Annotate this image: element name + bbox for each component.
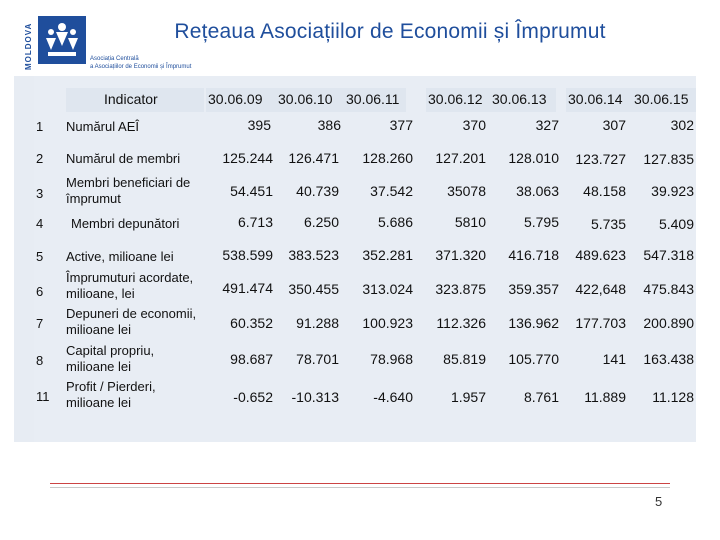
table-cell: 105.770 [508, 351, 559, 367]
table-cell: 100.923 [362, 315, 413, 331]
table-row-label: Numărul de membri [66, 151, 181, 166]
table-cell: 386 [317, 117, 341, 133]
table-cell: 370 [462, 117, 486, 133]
table-cell: 35078 [447, 183, 486, 199]
table-cell: 327 [535, 117, 559, 133]
table-cell: 5.409 [658, 216, 694, 232]
logo-caption-line2: a Asociațiilor de Economii și Împrumut [90, 64, 192, 70]
table-cell: 538.599 [222, 247, 273, 263]
table-row-number: 11 [36, 389, 50, 404]
table-cell: 128.010 [508, 150, 559, 166]
table-row-number: 6 [36, 284, 44, 299]
table-header-indicator: Indicator [104, 91, 158, 107]
table-header-date: 30.06.14 [568, 91, 623, 107]
table-row-label: Membri depunători [71, 216, 180, 231]
page-number: 5 [655, 494, 663, 509]
table-cell: 1.957 [450, 389, 486, 405]
table-cell: 422,648 [575, 281, 626, 297]
table-cell: -4.640 [373, 389, 413, 405]
table-cell: 127.835 [643, 151, 694, 167]
table-cell: 313.024 [362, 281, 413, 297]
footer-divider [50, 483, 670, 484]
table-cell: 352.281 [362, 247, 413, 263]
table-cell: 37.542 [370, 183, 413, 199]
table-cell: 78.968 [370, 351, 413, 367]
table-cell: 547.318 [643, 247, 694, 263]
logo-caption-line1: Asociația Centrală [90, 56, 139, 62]
logo-side-text: MOLDOVA [24, 22, 33, 70]
table-row-label: Profit / Pierderi, milioane lei [66, 379, 156, 410]
table-cell: 127.201 [435, 150, 486, 166]
table-cell: 491.474 [222, 280, 273, 296]
table-cell: 128.260 [362, 150, 413, 166]
table-row-label: Active, milioane lei [66, 249, 174, 264]
table-row-number: 1 [36, 119, 44, 134]
table-row-number-column [14, 76, 34, 442]
table-row-label: Capital propriu, milioane lei [66, 343, 155, 374]
table-cell: 371.320 [435, 247, 486, 263]
table-cell: 395 [247, 117, 271, 133]
logo [22, 16, 192, 70]
table-cell: 377 [389, 117, 413, 133]
table-cell: 91.288 [296, 315, 339, 331]
table-cell: 125.244 [222, 150, 273, 166]
table-cell: 5810 [454, 214, 486, 230]
table-cell: 136.962 [508, 315, 559, 331]
table-cell: 302 [670, 117, 694, 133]
table-cell: 112.326 [436, 315, 486, 331]
table-row-label: Numărul AEÎ [66, 119, 139, 134]
table-cell: 60.352 [230, 315, 273, 331]
table-cell: 141 [602, 351, 626, 367]
table-cell: 48.158 [583, 183, 626, 199]
table-header-date: 30.06.13 [492, 91, 547, 107]
table-header-date: 30.06.15 [634, 91, 689, 107]
table-cell: 40.739 [296, 183, 339, 199]
table-cell: 38.063 [516, 183, 559, 199]
savings-association-emblem-icon [38, 16, 86, 64]
table-row-number: 2 [36, 151, 44, 166]
table-cell: 200.890 [643, 315, 694, 331]
table-cell: 307 [602, 117, 626, 133]
table-cell: 39.923 [651, 183, 694, 199]
table-cell: 383.523 [288, 247, 339, 263]
table-cell: 416.718 [508, 247, 559, 263]
table-header-date: 30.06.10 [278, 91, 333, 107]
table-cell: 359.357 [508, 281, 559, 297]
table-cell: 98.687 [230, 351, 273, 367]
table-row-label: Depuneri de economii, milioane lei [66, 306, 197, 337]
table-cell: 123.727 [575, 151, 626, 167]
table-row-number: 4 [36, 216, 44, 231]
table-row-number: 8 [36, 353, 44, 368]
table-cell: 323.875 [435, 281, 486, 297]
table-cell: 475.843 [643, 281, 694, 297]
table-cell: 11.128 [652, 389, 694, 405]
table-cell: 5.795 [523, 214, 559, 230]
table-row-number: 3 [36, 186, 44, 201]
table-cell: 85.819 [443, 351, 486, 367]
table-header-date: 30.06.12 [428, 91, 483, 107]
table-cell: 5.686 [377, 214, 413, 230]
table-cell: 78.701 [296, 351, 339, 367]
table-cell: -10.313 [291, 389, 339, 405]
table-cell: 5.735 [590, 216, 626, 232]
slide-title: Rețeaua Asociațiilor de Economii și Împrumut [174, 20, 606, 43]
table-cell: -0.652 [233, 389, 273, 405]
table-row-label: Membri beneficiari de împrumut [66, 175, 191, 206]
table-row-number: 7 [36, 316, 44, 331]
table-cell: 8.761 [523, 389, 559, 405]
table-header-date: 30.06.09 [208, 91, 263, 107]
table-row-label: Împrumuturi acordate, milioane, lei [66, 270, 194, 301]
table-cell: 350.455 [288, 281, 339, 297]
table-row-number: 5 [36, 249, 44, 264]
table-header-date: 30.06.11 [346, 91, 400, 107]
table-cell: 6.713 [237, 214, 273, 230]
table-cell: 177.703 [575, 315, 626, 331]
table-cell: 6.250 [303, 214, 339, 230]
table-cell: 163.438 [643, 351, 694, 367]
table-cell: 54.451 [230, 183, 273, 199]
table-cell: 11.889 [584, 389, 626, 405]
table-cell: 126.471 [288, 150, 339, 166]
footer-divider-secondary [50, 487, 670, 488]
table-cell: 489.623 [575, 247, 626, 263]
